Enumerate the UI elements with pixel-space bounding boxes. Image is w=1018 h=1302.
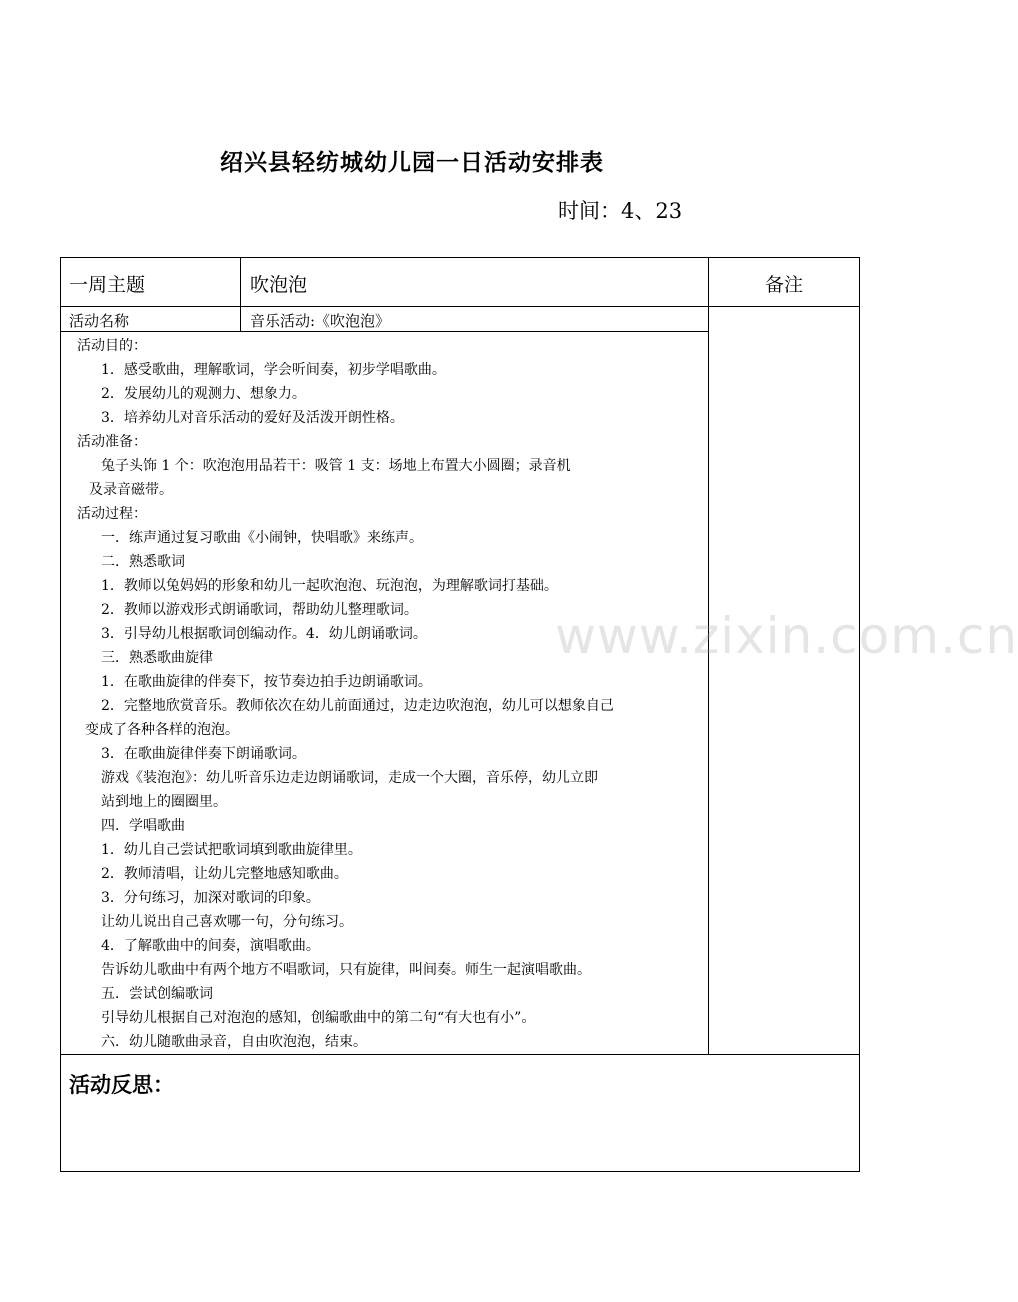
table-divider-activity [60, 331, 708, 332]
content-line: 3．在歌曲旋律伴奏下朗诵歌词。 [101, 746, 306, 762]
document-title: 绍兴县轻纺城幼儿园一日活动安排表 [220, 149, 604, 176]
content-line: 4．了解歌曲中的间奏，演唱歌曲。 [101, 938, 320, 954]
content-line: 六．幼儿随歌曲录音，自由吹泡泡，结束。 [101, 1034, 367, 1050]
table-divider-col1 [240, 257, 241, 332]
content-line: 3．引导幼儿根据歌词创编动作。4．幼儿朗诵歌词。 [101, 626, 427, 642]
table-border-right [859, 257, 860, 1172]
table-border-left [60, 257, 61, 1172]
content-line: 2．教师清唱，让幼儿完整地感知歌曲。 [101, 866, 348, 882]
content-line: 兔子头饰 1 个：吹泡泡用品若干：吸管 1 支：场地上布置大小圆圈；录音机 [101, 458, 571, 474]
content-line: 二．熟悉歌词 [101, 554, 185, 570]
content-line: 3．分句练习，加深对歌词的印象。 [101, 890, 320, 906]
content-line: 变成了各种各样的泡泡。 [85, 722, 239, 738]
content-line: 让幼儿说出自己喜欢哪一句，分句练习。 [101, 914, 353, 930]
table-border-top [60, 257, 860, 258]
content-line: 三．熟悉歌曲旋律 [101, 650, 213, 666]
watermark: www.zixin.com.cn [555, 607, 1018, 665]
content-line: 站到地上的圈圈里。 [101, 794, 227, 810]
table-border-bottom [60, 1171, 860, 1172]
content-line: 活动准备： [77, 434, 147, 450]
content-line: 1．在歌曲旋律的伴奏下，按节奏边拍手边朗诵歌词。 [101, 674, 432, 690]
content-line: 一．练声通过复习歌曲《小闹钟，快唱歌》来练声。 [101, 530, 423, 546]
table-divider-header [60, 306, 860, 307]
content-line: 引导幼儿根据自己对泡泡的感知，创编歌曲中的第二句“有大也有小”。 [101, 1010, 536, 1026]
content-line: 五．尝试创编歌词 [101, 986, 213, 1002]
remarks-label: 备注 [764, 274, 803, 296]
content-line: 1．幼儿自己尝试把歌词填到歌曲旋律里。 [101, 842, 362, 858]
activity-table [60, 257, 860, 1172]
reflection-label: 活动反思： [69, 1072, 174, 1097]
activity-name-value: 音乐活动:《吹泡泡》 [250, 312, 391, 330]
content-line: 四．学唱歌曲 [101, 818, 185, 834]
content-line: 1．感受歌曲，理解歌词，学会听间奏，初步学唱歌曲。 [101, 362, 446, 378]
content-line: 活动目的： [77, 338, 147, 354]
content-line: 2．教师以游戏形式朗诵歌词，帮助幼儿整理歌词。 [101, 602, 418, 618]
content-line: 1．教师以兔妈妈的形象和幼儿一起吹泡泡、玩泡泡，为理解歌词打基础。 [101, 578, 558, 594]
theme-value: 吹泡泡 [250, 274, 308, 296]
content-line: 活动过程： [77, 506, 147, 522]
content-line: 2．完整地欣赏音乐。教师依次在幼儿前面通过，边走边吹泡泡，幼儿可以想象自己 [101, 698, 614, 714]
activity-name-label: 活动名称 [69, 312, 130, 330]
date-label: 时间：4、23 [558, 199, 683, 223]
table-divider-reflection [60, 1054, 860, 1055]
content-line: 3．培养幼儿对音乐活动的爱好及活泼开朗性格。 [101, 410, 404, 426]
content-line: 告诉幼儿歌曲中有两个地方不唱歌词，只有旋律，叫间奏。师生一起演唱歌曲。 [101, 962, 591, 978]
content-line: 2．发展幼儿的观测力、想象力。 [101, 386, 306, 402]
content-line: 游戏《装泡泡》：幼儿听音乐边走边朗诵歌词，走成一个大圈，音乐停，幼儿立即 [101, 770, 598, 786]
theme-label: 一周主题 [69, 274, 146, 296]
content-line: 及录音磁带。 [89, 482, 173, 498]
